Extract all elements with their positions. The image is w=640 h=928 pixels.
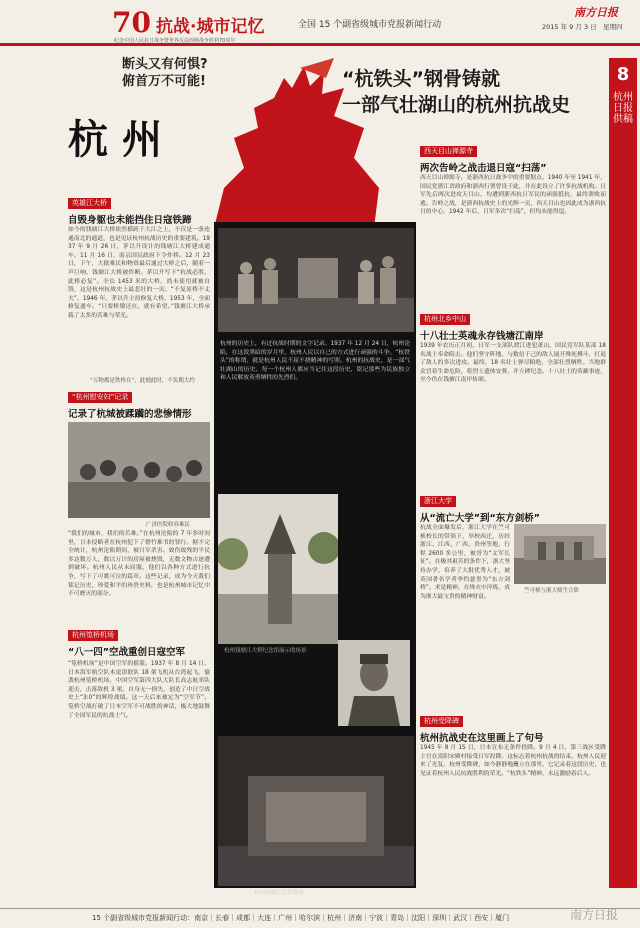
slogan-line-2: 俯首万不可能! [122, 74, 206, 89]
refugee-photo-image [68, 422, 210, 518]
article-5-kicker: 杭州北乡中山 [420, 314, 470, 325]
portrait-photo [338, 640, 410, 726]
center-exhibit-photo [218, 228, 414, 332]
article-1-caption: “万物都是铁桥在”，此刻此时，不负期大约 [90, 378, 195, 384]
main-headline-line-2: 一部气壮湖山的杭州抗战史 [342, 94, 571, 116]
article-1-body: 如今的钱塘江大桥依然横跨于大江之上，不仅是一条连通南北的通道，也是见证杭州抗战历史的重要建筑。1937 年 9 月 26 日，茅以升设计的钱塘江大桥建成通车。11 月 16 日，南京国民政府下令炸桥。12 月 23 日，下午，大批难民和物资最后通过大桥之后，随着一声巨响，钱塘江大桥被炸断。茅以升写下“抗战必胜，此桥必复”。全长 1453 米的大桥，尚未使用就被自毁，这是杭州抗战史上最悲壮的一页。“不复原桥不丈夫”，1946 年，茅以升主持修复大桥，1953 年，全面修复通车。“只要桥墩还在，就有希望。”钱塘江大桥承载了太多的苦难与荣光。 [68, 227, 210, 319]
article-6-title: 从“流亡大学”到“东方剑桥” [420, 513, 540, 524]
footer-text: 15 个副省级城市党报新闻行动：南京｜长春｜成都｜大连｜广州｜哈尔滨｜杭州｜济南｜宁波｜青岛｜沈阳｜深圳｜武汉｜西安｜厦门 [92, 914, 510, 922]
bottom-exhibit-caption: 杭州抗战纪念馆陈列 [254, 890, 304, 896]
center-exhibit-image [218, 228, 414, 332]
portrait-image [338, 640, 410, 726]
article-5-body: 1939 年农历正月初，日军一支部队渡江进犯萧山，国民党军队某部 18 名战士奉命阻击。他们坚守阵地，与数倍于己的敌人展开殊死搏斗，打退了敌人的多次进攻。最终，18 名壮士弹尽粮绝，全部壮烈牺牲。当地群众冒着生命危险，将烈士遗体安葬，并立碑纪念。十八壮士的英雄事迹，至今仍在钱塘江南岸传颂。 [420, 343, 606, 384]
article-2-body: “我们的城市，我们的苦难。”在杭州沦陷的 7 年多时间里，日本侵略者在杭州犯下了罄竹难书的罪行。据不完全统计，杭州沦陷期间，被日军杀害、致伤致残的平民多达数万人，数以万计的房屋被烧毁，无数文物古迹遭到破坏。杭州人民从未屈服，他们以各种方式进行抗争，写下了可歌可泣的篇章。这些记录，成为今天我们铭记历史、珍爱和平的珍贵史料，也是杭州城市记忆中不可磨灭的部分。 [68, 531, 210, 598]
article-7-body: 1945 年 8 月 15 日，日本宣布无条件投降。9 月 4 日，第三战区受降主官在富阳宋殿村接受日军投降。这标志着杭州抗战的结束，杭州人民迎来了光复。杭州受降碑，如今静静地矗立在那里，它记录着这段历史，也见证着杭州人民抗战胜利的荣光。“杭铁头”精神，永远激励着后人。 [420, 745, 606, 777]
zhejiang-university-photo [514, 524, 606, 584]
center-article-body: 杭州的历史上，有过抗战时期的文字记录。1937 年 12 月 24 日，杭州沦陷，在这段黑暗的岁月里，杭州人民以自己的方式进行顽强的斗争。“杭铁头”的称谓，就是杭州人民不屈不挠精神的写照。杭州的抗战史，是一部气壮湖山的历史。每一个杭州人都应当记住这段历史，铭记那些为民族独立和人民解放英勇牺牲的先烈们。 [220, 341, 410, 382]
main-headline-line-1: “杭铁头”钢骨铸就 [342, 68, 500, 90]
footer-logo: 南方日报 [570, 908, 619, 922]
article-7-kicker: 杭州受降碑 [420, 716, 463, 727]
article-5-title: 十八壮士英魂永存钱塘江南岸 [420, 331, 544, 342]
slogan [122, 56, 208, 90]
article-6-kicker: 浙江大学 [420, 496, 456, 507]
article-7-title: 杭州抗战史在这里画上了句号 [420, 733, 544, 744]
logo-small-text: 纪念中国人民抗日战争暨世界反法西斯战争胜利70周年 [114, 38, 236, 44]
article-1-title: 自毁身躯也未能挡住日寇铁蹄 [68, 215, 192, 226]
refugee-photo [68, 422, 210, 518]
date-line: 2015 年 9 月 3 日 星期四 [542, 23, 623, 31]
monument-photo [218, 494, 338, 644]
article-4-body: 西天目山禅源寺，是浙西抗日战争中的重要据点。1940 年至 1941 年，国民党浙江省政府和浙西行署曾设于此，并在此设立了许多抗战机构。日军先后两次进攻天目山，均遭到浙西抗日军民的顽强抵抗，最终溃败而逃。告岭之战，是浙西抗战史上的光辉一页，西天目山也因此成为浙西抗日的中心。1942 年后，日军多次“扫荡”，但均未能得逞。 [420, 175, 606, 216]
series-title: 抗战·城市记忆 [156, 17, 265, 37]
article-2-title: 记录了杭城被蹂躏的悲惨情形 [68, 409, 192, 420]
zhejiang-university-image [514, 524, 606, 584]
city-calligraphy: 杭州 [68, 116, 176, 163]
article-1-kicker: 英雄江大桥 [68, 198, 111, 209]
main-headline [342, 66, 570, 118]
article-4-title: 两次告岭之战击退日寇“扫荡” [420, 163, 547, 174]
article-3-title: “八一四”空战重创日寇空军 [68, 647, 185, 658]
page-number: 8 [616, 64, 630, 85]
article-2-photo-caption: 广济医院收容难民 [146, 522, 191, 528]
monument-caption: 杭州钱塘江大桥纪念馆展示的场景 [224, 648, 307, 654]
monument-image [218, 494, 338, 644]
slogan-line-1: 断头又有何惧? [122, 57, 208, 72]
article-2-kicker: “杭州慰安妇”记录 [68, 392, 132, 403]
bottom-exhibit-image [218, 736, 414, 886]
article-6-photo-caption: 竺可桢与浙大师生合影 [524, 588, 580, 594]
article-3-kicker: 杭州笕桥机场 [68, 630, 118, 641]
bottom-exhibit-photo [218, 736, 414, 886]
article-3-body: “笕桥机场”是中国空军的摇篮。1937 年 8 月 14 日，日本海军航空队木更津联队 18 架飞机从台湾起飞，偷袭杭州笕桥机场。中国空军第四大队大队长高志航率队迎击，击落敌机 3 架，自身无一损失，创造了中日空战史上“3:0”的辉煌战绩。这一天后来被定为“空军节”。笕桥空战打破了日本空军不可战胜的神话，极大地鼓舞了全国军民的抗战士气。 [68, 661, 210, 719]
sidebar [609, 58, 637, 888]
section-tag: 杭州日报供稿 [613, 92, 633, 125]
article-6-body: 抗战全面爆发后，浙江大学在竺可桢校长的带领下，举校西迁，历经浙江、江西、广西、贵州等地，行程 2600 多公里，被誉为“文军长征”。在极其艰苦的条件下，浙大坚持办学，培养了大批优秀人才，被英国著名学者李约瑟誉为“东方剑桥”。求是精神，在烽火中淬炼，成为浙大最宝贵的精神财富。 [420, 525, 510, 600]
paper-name: 南方日报 [574, 6, 618, 19]
series-subtitle: 全国 15 个副省级城市党报新闻行动 [298, 20, 442, 30]
logo-number: 70 [112, 6, 151, 39]
article-4-kicker: 西天目山禅源寺 [420, 146, 477, 157]
